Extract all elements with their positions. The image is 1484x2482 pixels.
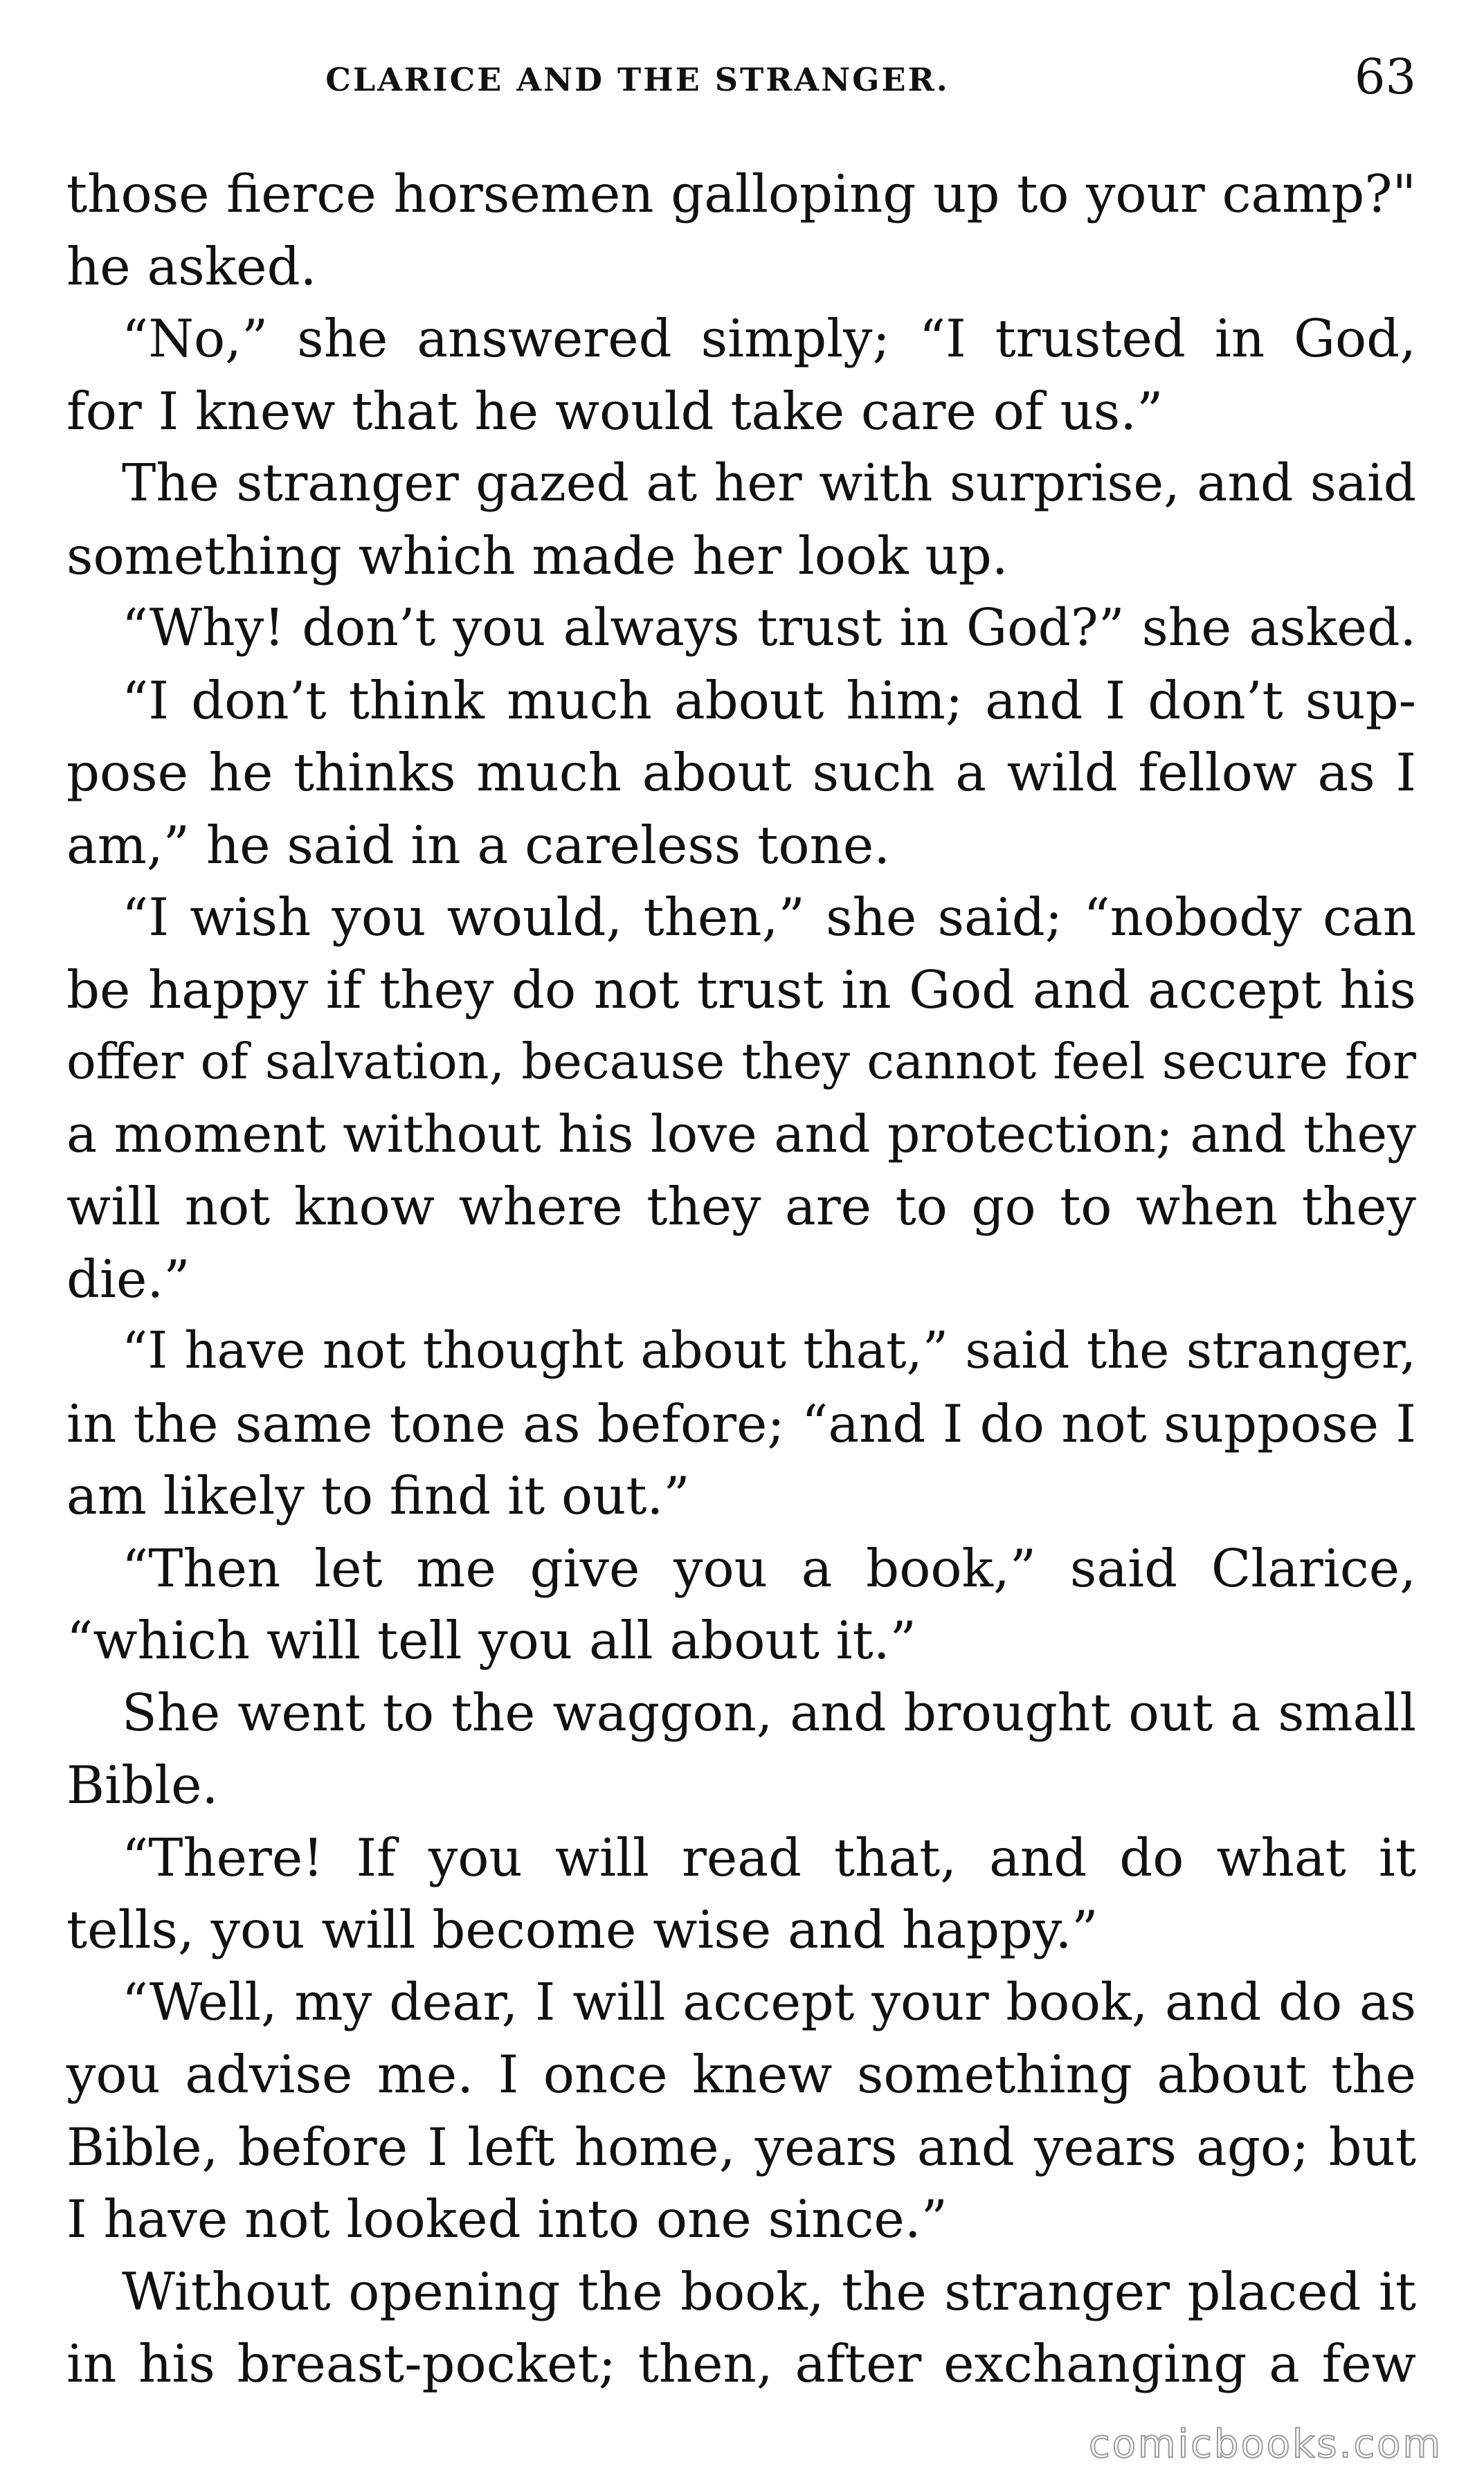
text-line: he asked. [66,235,317,297]
text-line: will not know where they are to go to when they [66,1176,1416,1237]
text-line: pose he thinks much about such a wild fellow as I [66,742,1416,803]
text-line: Bible. [66,1755,219,1815]
text-line: am likely to find it out.” [66,1465,690,1526]
text-line: “There! If you will read that, and do what it [122,1827,1416,1888]
text-line: in his breast-pocket; then, after exchanging a few [66,2333,1416,2394]
text-line: She went to the waggon, and brought out a small [122,1683,1416,1743]
text-line: Bible, before I left home, years and years ago; but [66,2116,1416,2177]
text-line: those fierce horsemen galloping up to your camp?" [66,163,1416,224]
text-line: offer of salvation, because they cannot feel secure for [66,1033,1416,1090]
running-head [66,48,1416,118]
text-line: be happy if they do not trust in God and accept his [66,959,1416,1020]
text-line: “I wish you would, then,” she said; “nobody can [122,887,1416,948]
text-line: “Why! don’t you always trust in God?” she asked. [122,598,1416,658]
text-line: am,” he said in a careless tone. [66,814,891,876]
text-line: “I have not thought about that,” said the stranger, [122,1321,1416,1380]
text-line: “No,” she answered simply; “I trusted in God, [122,308,1416,369]
text-line: tells, you will become wise and happy.” [66,1899,1098,1960]
page-number: 63 [1354,48,1416,105]
text-line: “which will tell you all about it.” [66,1610,916,1671]
running-title: CLARICE AND THE STRANGER. [325,61,950,98]
text-line: something which made her look up. [66,525,1008,586]
text-line: I have not looked into one since.” [66,2189,948,2249]
text-line: die.” [66,1248,190,1310]
text-line: in the same tone as before; “and I do not suppose I [66,1393,1416,1454]
text-line: Without opening the book, the stranger placed it [122,2261,1416,2322]
text-line: “I don’t think much about him; and I don’t sup- [122,669,1416,731]
text-line: a moment without his love and protection; and they [66,1104,1416,1164]
text-line: The stranger gazed at her with surprise, and said [122,453,1416,513]
text-line: you advise me. I once knew something about the [66,2044,1416,2105]
text-line: for I knew that he would take care of us.” [66,380,1164,442]
watermark: comicbooks.com [1088,2422,1442,2467]
body-text [66,158,1416,2400]
text-line: “Well, my dear, I will accept your book, and do as [122,1972,1416,2032]
text-line: “Then let me give you a book,” said Clarice, [122,1537,1416,1599]
